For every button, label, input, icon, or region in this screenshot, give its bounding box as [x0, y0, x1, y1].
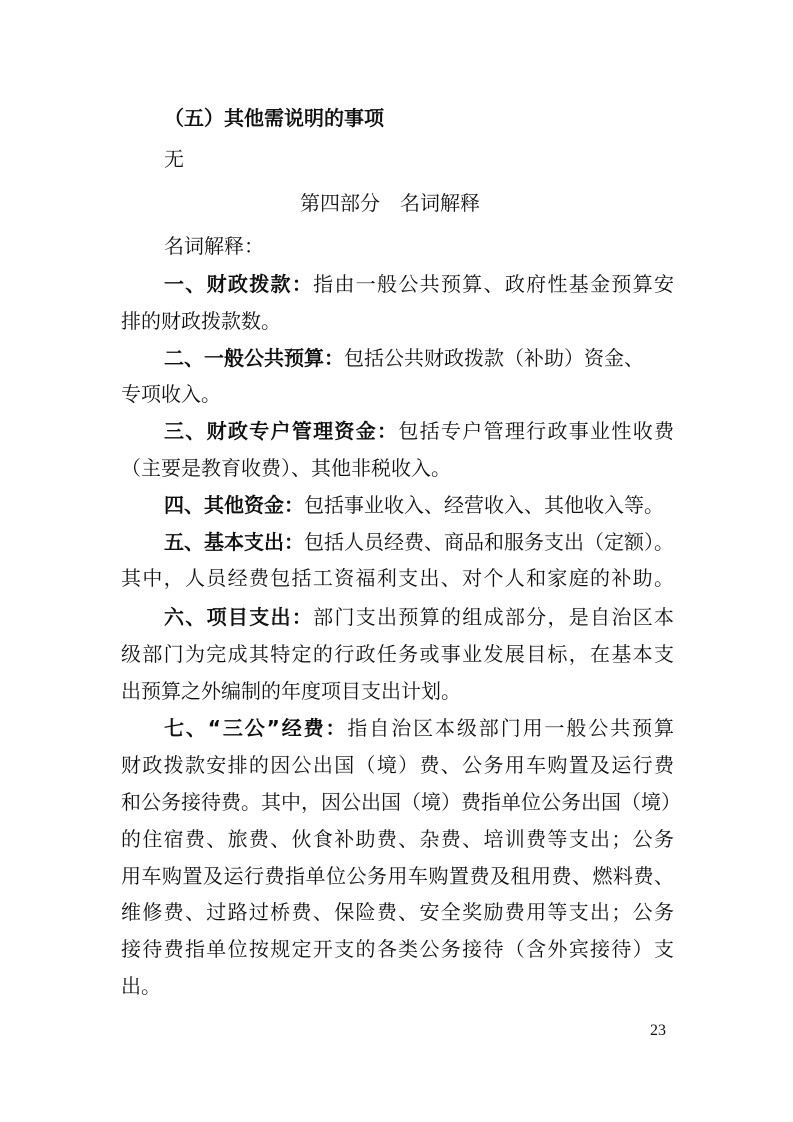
term-5-label: 五、基本支出： — [164, 530, 304, 554]
term-6-text-1: 部门支出预算的组成部分，是自治区本 — [313, 605, 675, 629]
term-3-line-1 — [164, 419, 674, 443]
term-7-line-8: 出。 — [121, 974, 161, 998]
term-2-line-2: 专项收入。 — [121, 382, 221, 406]
term-4-line-1 — [164, 493, 664, 517]
term-1-line-1 — [164, 272, 674, 296]
term-1-text-1: 指由一般公共预算、政府性基金预算安 — [313, 272, 675, 296]
term-5-line-2: 其中，人员经费包括工资福利支出、对个人和家庭的补助。 — [121, 566, 674, 590]
part-title: 第四部分 名词解释 — [300, 191, 480, 215]
term-6-line-2: 级部门为完成其特定的行政任务或事业发展目标，在基本支 — [121, 642, 674, 666]
term-7-line-4: 的住宿费、旅费、伙食补助费、杂费、培训费等支出；公务 — [121, 827, 674, 851]
term-2-label: 二、一般公共预算： — [164, 346, 344, 370]
term-7-line-1 — [164, 716, 674, 740]
term-6-label: 六、项目支出： — [164, 605, 314, 629]
term-6-line-3: 出预算之外编制的年度项目支出计划。 — [121, 679, 461, 703]
term-7-line-5: 用车购置及运行费指单位公务用车购置费及租用费、燃料费、 — [121, 864, 674, 888]
term-5-line-1 — [164, 530, 674, 554]
section-text: 无 — [164, 147, 184, 171]
page-number: 23 — [650, 1022, 666, 1039]
term-7-label: 七、“三公”经费： — [164, 716, 348, 740]
term-3-label: 三、财政专户管理资金： — [164, 419, 399, 443]
term-3-line-2: （主要是教育收费）、其他非税收入。 — [121, 456, 451, 480]
term-7-line-2: 财政拨款安排的因公出国（境）费、公务用车购置及运行费 — [121, 753, 674, 777]
term-4-text-1: 包括事业收入、经营收入、其他收入等。 — [304, 493, 664, 517]
term-2-text-1: 包括公共财政拨款（补助）资金、 — [344, 346, 644, 370]
term-7-line-3: 和公务接待费。其中，因公出国（境）费指单位公务出国（境） — [121, 790, 681, 814]
term-1-label: 一、财政拨款： — [164, 272, 314, 296]
term-5-text-1: 包括人员经费、商品和服务支出（定额）。 — [304, 530, 674, 554]
term-4-label: 四、其他资金： — [164, 493, 304, 517]
term-6-line-1 — [164, 605, 674, 629]
term-7-line-6: 维修费、过路过桥费、保险费、安全奖励费用等支出；公务 — [121, 900, 674, 924]
term-1-line-2: 排的财政拨款数。 — [121, 309, 281, 333]
term-2-line-1 — [164, 346, 644, 370]
term-7-line-7: 接待费指单位按规定开支的各类公务接待（含外宾接待）支 — [121, 937, 674, 961]
intro-line: 名词解释： — [164, 234, 264, 258]
term-7-text-1: 指自治区本级部门用一般公共预算 — [347, 716, 674, 740]
term-3-text-1: 包括专户管理行政事业性收费 — [398, 419, 675, 443]
section-heading: （五）其他需说明的事项 — [164, 106, 384, 130]
